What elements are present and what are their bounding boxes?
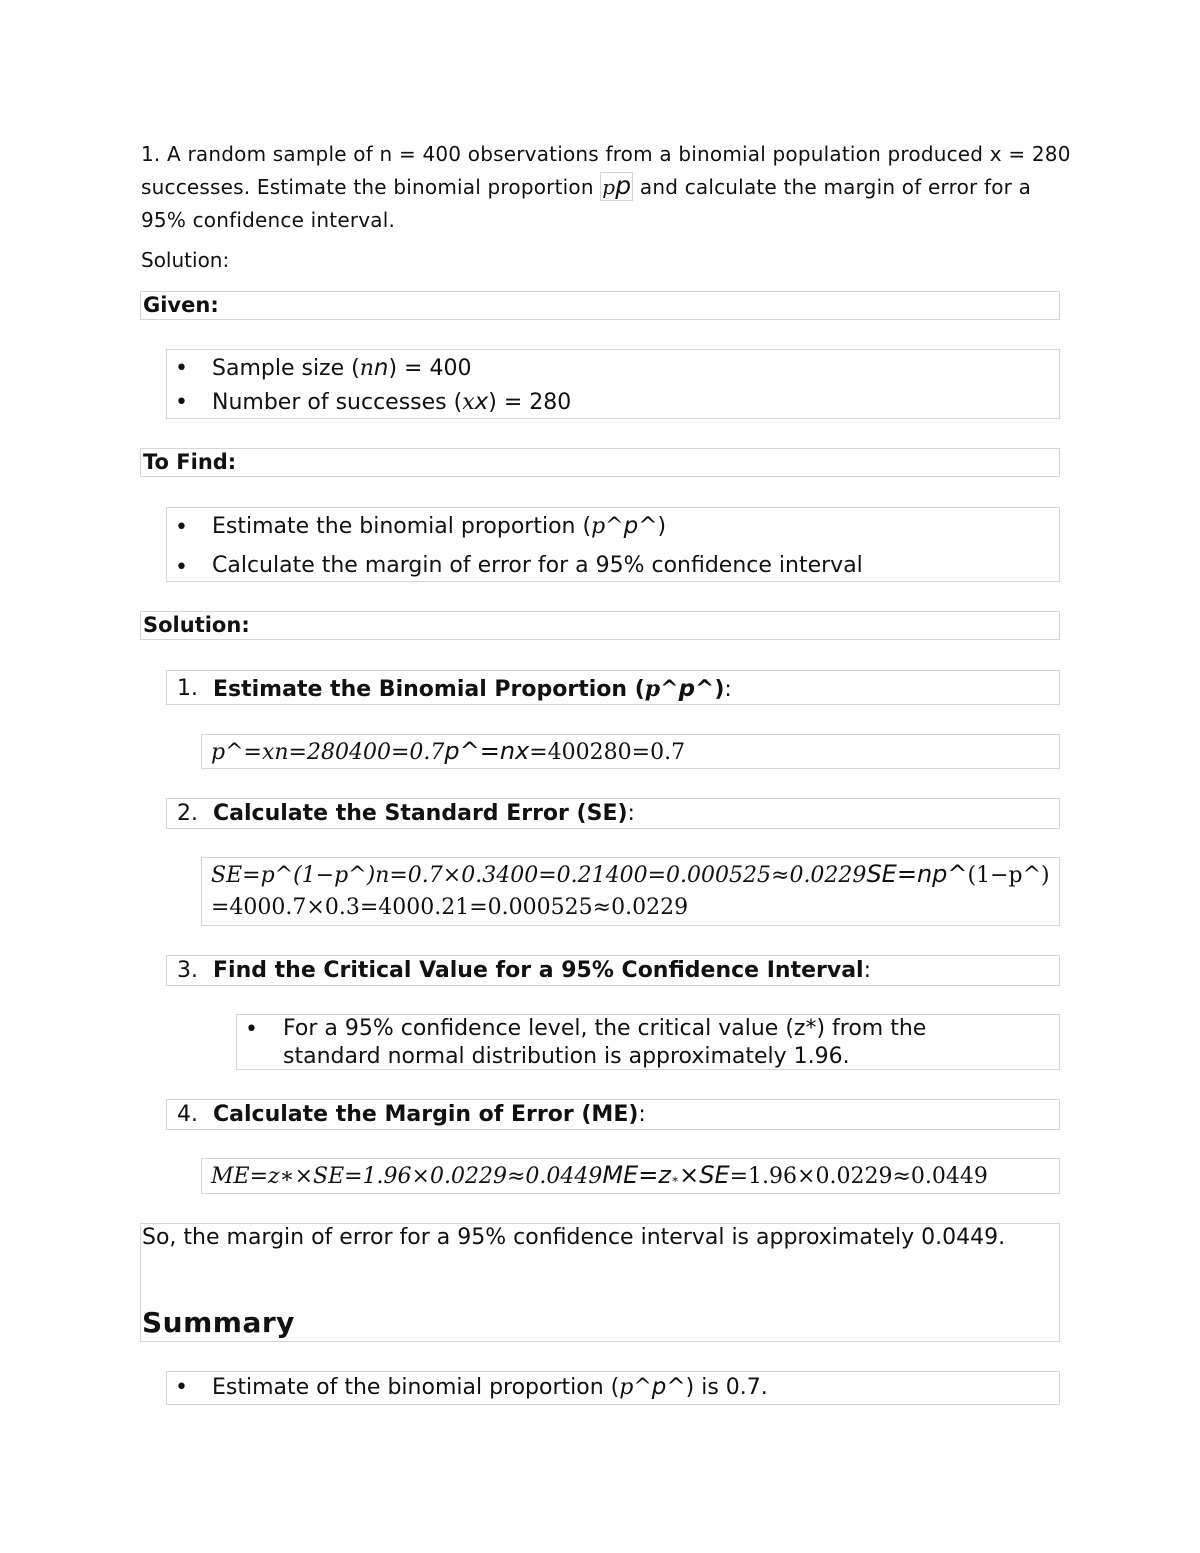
critical-value-text: For a 95% confidence level, the critical value (z*) from the standard normal distribution is approximately 1.96.	[283, 1016, 927, 1069]
formula-standard-error: SE=p^(1−p^)n=0.7×0.3400=0.21400=0.000525≈0.0229SE=np^(1−p^)	[211, 860, 1050, 888]
question-part2: and calculate the margin of error for a 95% confidence interval.	[141, 175, 1032, 232]
to-find-list	[166, 507, 1060, 582]
step-3-bullet-box	[236, 1014, 1060, 1070]
given-item-successes: Number of successes (xx) = 280	[212, 389, 572, 415]
step-2	[166, 798, 1060, 829]
step-3-title: Find the Critical Value for a 95% Confidence Interval:	[213, 958, 872, 983]
given-item-sample-size: Sample size (nn) = 400	[212, 355, 472, 381]
step-4-title: Calculate the Margin of Error (ME):	[213, 1102, 646, 1127]
bullet-icon: •	[175, 356, 188, 381]
solution-intro: Solution:	[141, 248, 230, 272]
step-1-formula	[201, 734, 1060, 769]
p-sans: p	[615, 171, 632, 200]
summary-list	[166, 1371, 1060, 1405]
to-find-item-margin: Calculate the margin of error for a 95% confidence interval	[212, 553, 863, 578]
bullet-icon: •	[175, 515, 188, 540]
conclusion-text: So, the margin of error for a 95% confidence interval is approximately 0.0449.	[142, 1225, 1006, 1250]
question-part1: 1. A random sample of n = 400 observations from a binomial population produced x = 280 successes. Estimate the binomial proportion	[141, 142, 1071, 199]
solution-heading: Solution:	[143, 613, 250, 637]
bullet-icon: •	[175, 1375, 188, 1400]
given-list	[166, 349, 1060, 419]
step-1-title: Estimate the Binomial Proportion (p^p^):	[213, 676, 732, 702]
to-find-item-estimate: Estimate the binomial proportion (p^p^)	[212, 513, 667, 539]
step-number: 2.	[177, 801, 198, 826]
step-2-formula	[201, 857, 1060, 926]
solution-heading-box	[140, 611, 1060, 640]
step-1	[166, 670, 1060, 705]
p-serif: p	[602, 175, 616, 199]
step-4-formula	[201, 1158, 1060, 1194]
step-number: 3.	[177, 958, 198, 983]
to-find-heading: To Find:	[143, 450, 237, 474]
formula-margin-of-error: ME=z∗×SE=1.96×0.0229≈0.0449ME=z∗×SE=1.96×0.0229≈0.0449	[211, 1161, 988, 1189]
question-text	[141, 138, 1071, 237]
step-number: 1.	[177, 676, 198, 701]
step-4	[166, 1099, 1060, 1130]
bullet-icon: •	[175, 390, 188, 415]
formula-proportion: p^=xn=280400=0.7p^=nx=400280=0.7	[211, 737, 686, 765]
formula-standard-error-line2: =4000.7×0.3=4000.21=0.000525≈0.0229	[211, 895, 689, 920]
math-p-inline	[600, 172, 633, 201]
step-3	[166, 955, 1060, 986]
summary-heading: Summary	[142, 1306, 295, 1339]
conclusion-box	[140, 1223, 1060, 1342]
to-find-heading-box	[140, 448, 1060, 477]
step-number: 4.	[177, 1102, 198, 1127]
step-2-title: Calculate the Standard Error (SE):	[213, 801, 635, 826]
given-heading: Given:	[143, 293, 219, 317]
summary-item-estimate: Estimate of the binomial proportion (p^p^) is 0.7.	[212, 1374, 768, 1400]
given-heading-box	[140, 291, 1060, 320]
bullet-icon: •	[175, 555, 188, 580]
bullet-icon: •	[245, 1017, 258, 1042]
